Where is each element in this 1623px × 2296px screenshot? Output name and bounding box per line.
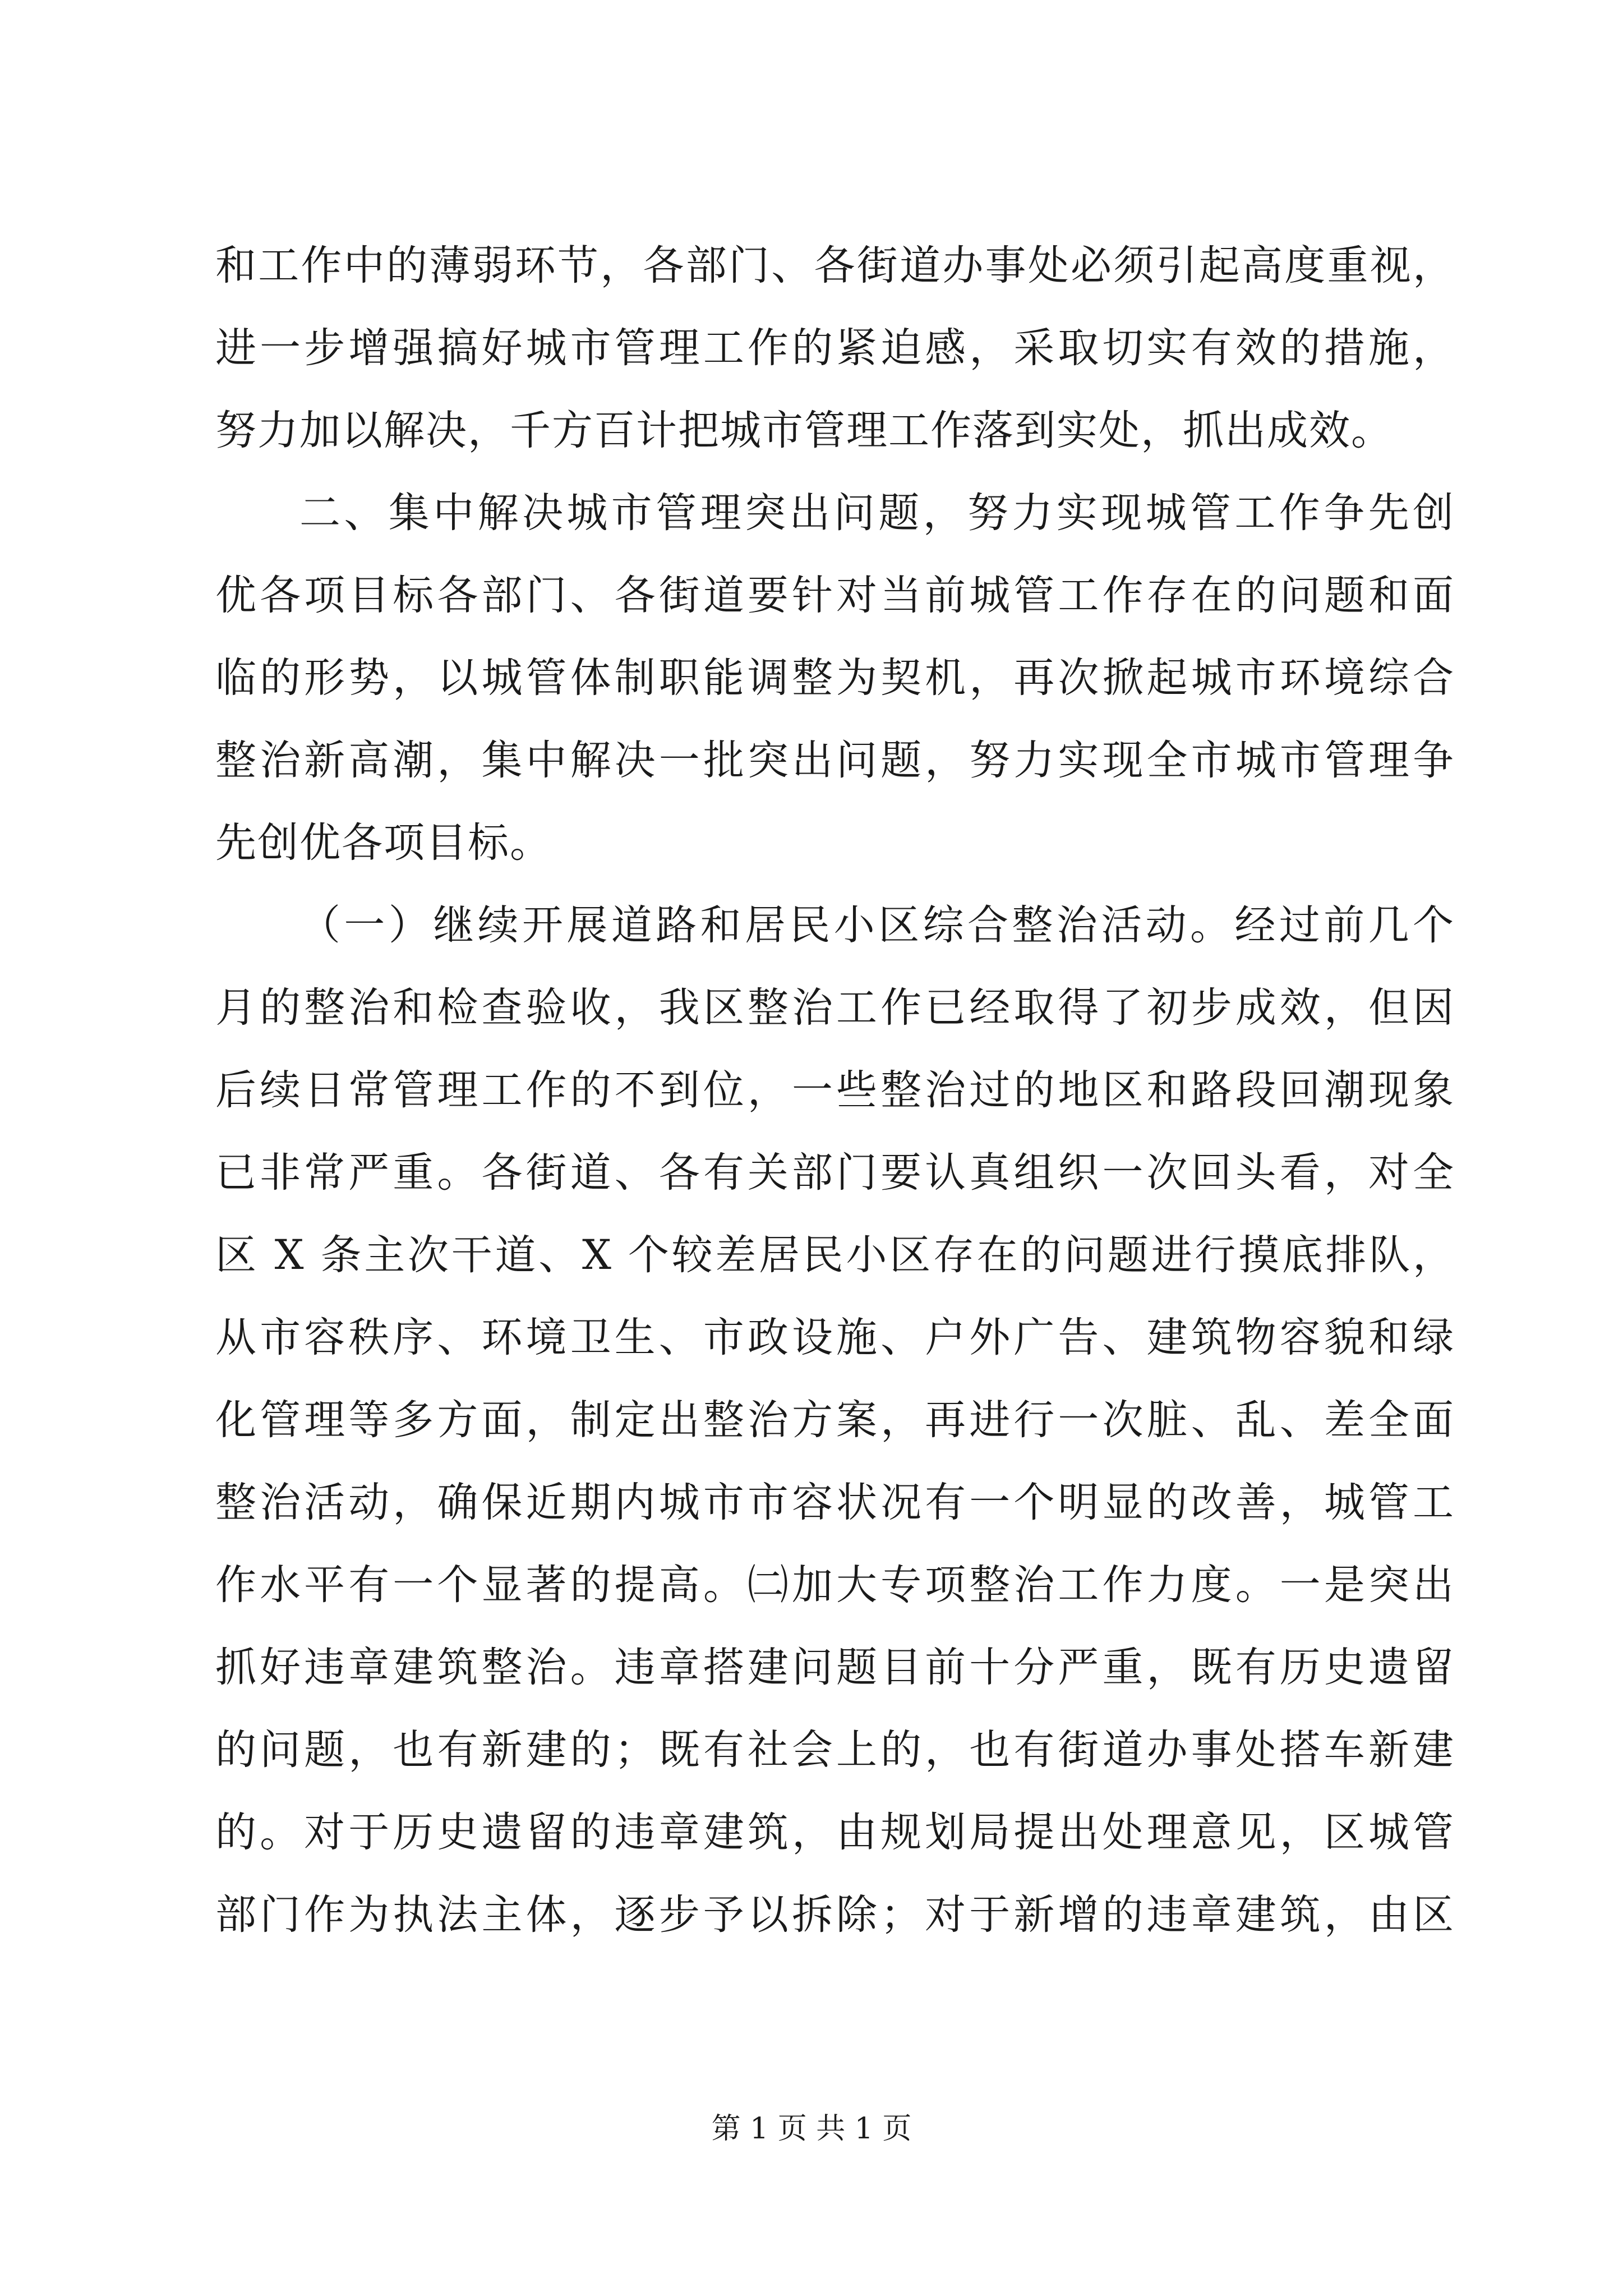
text-line: 区 X 条主次干道、X 个较差居民小区存在的问题进行摸底排队， (215, 1231, 1455, 1279)
text-line: 月的整治和检查验收，我区整治工作已经取得了初步成效，但因 (215, 984, 1455, 1032)
text-line: 化管理等多方面，制定出整治方案，再进行一次脏、乱、差全面 (215, 1396, 1455, 1444)
section-heading-line: 二、集中解决城市管理突出问题，努力实现城管工作争先创 (299, 489, 1455, 537)
text-line: 进一步增强搞好城市管理工作的紧迫感，采取切实有效的措施， (215, 324, 1455, 372)
text-line: 的。对于历史遗留的违章建筑，由规划局提出处理意见，区城管 (215, 1809, 1455, 1856)
text-line: 已非常严重。各街道、各有关部门要认真组织一次回头看，对全 (215, 1149, 1455, 1197)
text-line: 抓好违章建筑整治。违章搭建问题目前十分严重，既有历史遗留 (215, 1644, 1455, 1691)
text-line: 和工作中的薄弱环节，各部门、各街道办事处必须引起高度重视， (215, 242, 1455, 289)
text-line: 临的形势，以城管体制职能调整为契机，再次掀起城市环境综合 (215, 654, 1455, 702)
page-footer (0, 2105, 1623, 2147)
text-line: 从市容秩序、环境卫生、市政设施、户外广告、建筑物容貌和绿 (215, 1314, 1455, 1361)
subsection-heading-line: （一）继续开展道路和居民小区综合整治活动。经过前几个 (299, 901, 1455, 949)
text-line: 努力加以解决，千方百计把城市管理工作落到实处，抓出成效。 (215, 407, 1393, 454)
text-line: 的问题，也有新建的；既有社会上的，也有街道办事处搭车新建 (215, 1726, 1455, 1774)
text-line: 作水平有一个显著的提高。㈡加大专项整治工作力度。一是突出 (215, 1561, 1455, 1609)
text-line: 整治活动，确保近期内城市市容状况有一个明显的改善，城管工 (215, 1479, 1455, 1526)
document-body (215, 224, 1455, 1956)
text-line: 先创优各项目标。 (215, 819, 552, 867)
page-number-label: 第 1 页 共 1 页 (711, 2112, 912, 2146)
text-line: 部门作为执法主体，逐步予以拆除；对于新增的违章建筑，由区 (215, 1891, 1455, 1939)
text-line: 优各项目标各部门、各街道要针对当前城管工作存在的问题和面 (215, 572, 1455, 619)
text-line: 后续日常管理工作的不到位，一些整治过的地区和路段回潮现象 (215, 1066, 1455, 1114)
text-line: 整治新高潮，集中解决一批突出问题，努力实现全市城市管理争 (215, 737, 1455, 784)
